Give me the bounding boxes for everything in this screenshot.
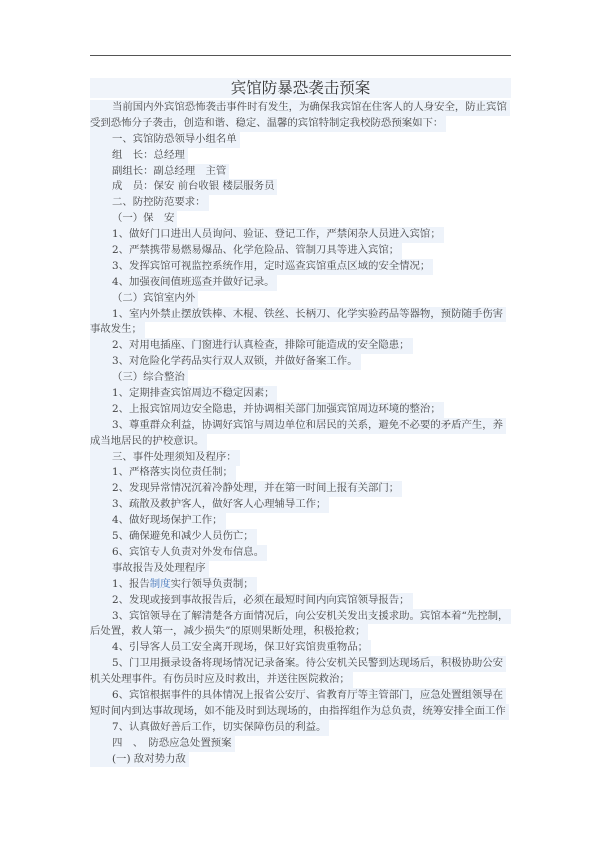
text-line (90, 402, 515, 418)
line-text (90, 465, 236, 481)
text-line (90, 275, 515, 291)
line-text (90, 211, 177, 227)
line-text-segment: 2、上报宾馆周边安全隐患，并协调相关部门加强宾馆周边环境的整治； (112, 402, 441, 415)
line-text (90, 672, 353, 688)
line-text (90, 164, 229, 180)
line-text-segment: 短时间内到达事故现场，如不能及时到达现场的，由指挥组作为总负责，统筹安排全面工作 (90, 704, 506, 717)
line-text-segment: 4、做好现场保护工作； (112, 514, 223, 527)
text-line (90, 370, 515, 386)
line-text-segment: 四 、 防恐应急处置预案 (112, 736, 232, 749)
line-text-segment: 实行领导负责制； (170, 577, 254, 590)
text-line (90, 307, 515, 323)
text-line (90, 195, 515, 211)
line-text (90, 291, 198, 307)
text-line (90, 179, 515, 195)
line-text-segment: （一）保 安 (112, 212, 175, 225)
text-line (90, 418, 515, 434)
top-rule (90, 55, 511, 56)
text-line (90, 227, 515, 243)
line-text (90, 243, 402, 259)
line-text-segment: 2、发现或接到事故报告后，必须在最短时间内向宾馆领导报告； (112, 593, 410, 606)
line-text-segment: 1、报告 (112, 577, 150, 590)
line-text-segment: 一、宾馆防恐领导小组名单 (112, 132, 237, 145)
text-line (90, 434, 515, 450)
line-text-segment: 4、加强夜间值班巡查并做好记录。 (112, 275, 275, 288)
document-title: 宾馆防暴恐袭击预案 (90, 78, 511, 98)
text-line (90, 481, 515, 497)
text-line (90, 609, 515, 625)
text-line (90, 132, 515, 148)
line-text-segment: 1、严格落实岗位责任制； (112, 466, 233, 479)
text-line (90, 513, 515, 529)
line-text-segment: 组 长：总经理 (112, 148, 185, 161)
text-line (90, 688, 515, 704)
line-text-segment: 5、门卫用摄录设备将现场情况记录备案。待公安机关民警到达现场后，积极协助公安 (112, 657, 504, 670)
line-text-segment: 机关处理事件。有伤员时应及时救出，并送往医院救治； (90, 673, 350, 686)
line-text-segment: 1、定期排查宾馆周边不稳定因素； (112, 387, 275, 400)
text-line (90, 577, 515, 593)
line-text-segment: 事故报告及处理程序 (112, 561, 206, 574)
line-text-segment: （二）宾馆室内外 (112, 291, 196, 304)
inline-link[interactable]: 制度 (149, 577, 171, 590)
text-line (90, 736, 515, 752)
text-line (90, 211, 515, 227)
line-text (90, 179, 277, 195)
line-text (90, 354, 361, 370)
line-text (90, 704, 509, 720)
line-text (90, 577, 257, 593)
line-text (90, 609, 511, 625)
line-text (90, 656, 506, 672)
text-line (90, 259, 515, 275)
text-line (90, 386, 515, 402)
text-line (90, 291, 515, 307)
line-text (90, 529, 257, 545)
line-text-segment: 副组长：副总经理 主管 (112, 164, 227, 177)
text-line (90, 354, 515, 370)
line-text (90, 752, 189, 768)
text-line (90, 497, 515, 513)
text-line (90, 545, 515, 561)
line-text (90, 370, 188, 386)
line-text (90, 195, 209, 211)
text-line (90, 720, 515, 736)
text-line (90, 465, 515, 481)
line-text (90, 434, 207, 450)
text-line (90, 640, 515, 656)
line-text-segment: 2、对用电插座、门窗进行认真检查，排除可能造成的安全隐患； (112, 339, 410, 352)
text-line (90, 450, 515, 466)
line-text (90, 259, 433, 275)
line-text (90, 545, 267, 561)
text-line (90, 624, 515, 640)
line-text-segment: 2、发现异常情况沉着冷静处理，并在第一时间上报有关部门； (112, 482, 400, 495)
document-body (90, 100, 515, 767)
line-text (90, 736, 235, 752)
line-text (90, 497, 329, 513)
line-text (90, 640, 371, 656)
line-text (90, 132, 240, 148)
text-line (90, 164, 515, 180)
line-text-segment: 5、确保避免和减少人员伤亡； (112, 530, 254, 543)
text-line (90, 338, 515, 354)
line-text-segment: 6、宾馆根据事件的具体情况上报省公安厅、省教育厅等主管部门，应急处置组领导在 (112, 688, 504, 701)
line-text (90, 561, 209, 577)
line-text (90, 227, 444, 243)
line-text-segment: 6、宾馆专人负责对外发布信息。 (112, 545, 265, 558)
text-line (90, 704, 515, 720)
line-text (90, 593, 413, 609)
text-line (90, 243, 515, 259)
line-text-segment: 4、引导客人员工安全离开现场，保卫好宾馆贵重物品； (112, 641, 368, 654)
line-text-segment: 二、防控防范要求： (112, 196, 206, 209)
line-text (90, 418, 506, 434)
line-text-segment: 3、疏散及救护客人，做好客人心理辅导工作； (112, 498, 327, 511)
line-text-segment: 事故发生； (90, 323, 142, 336)
text-line (90, 148, 515, 164)
line-text (90, 402, 444, 418)
line-text (90, 148, 188, 164)
text-line (90, 529, 515, 545)
line-text-segment: 后处置，救人第一，减少损失”的原则果断处理，积极抢救； (90, 625, 366, 638)
text-line (90, 100, 515, 116)
line-text-segment: 2、严禁携带易燃易爆品、化学危险品、管制刀具等进入宾馆； (112, 244, 400, 257)
line-text-segment: 当前国内外宾馆恐怖袭击事件时有发生，为确保我宾馆在住客人的人身安全，防止宾馆 (112, 101, 507, 113)
text-line (90, 593, 515, 609)
line-text-segment: （三）综合整治 (112, 371, 185, 384)
line-text (90, 688, 506, 704)
line-text-segment: 三、事件处理须知及程序： (112, 450, 237, 463)
line-text-segment: 3、发挥宾馆可视监控系统作用，定时巡查宾馆重点区域的安全情况； (112, 259, 431, 272)
line-text-segment: 成 员：保安 前台收银 楼层服务员 (112, 180, 275, 193)
line-text (90, 481, 402, 497)
line-text (90, 386, 277, 402)
line-text-segment: 1、室内外禁止摆放铁棒、木棍、铁丝、长柄刀、化学实验药品等器物，预防随手伤害 (112, 307, 504, 320)
line-text-segment: 1、做好门口进出人员询问、验证、登记工作，严禁闲杂人员进入宾馆； (112, 228, 441, 241)
line-text (90, 513, 226, 529)
line-text (90, 116, 446, 132)
text-line (90, 752, 515, 768)
text-line (90, 561, 515, 577)
line-text (90, 450, 240, 466)
line-text-segment: 7、认真做好善后工作，切实保障伤员的利益。 (112, 720, 327, 733)
line-text (90, 624, 368, 640)
line-text (90, 100, 510, 116)
text-line (90, 672, 515, 688)
line-text-segment: 成当地居民的护校意识。 (90, 434, 205, 447)
text-line (90, 322, 515, 338)
text-line (90, 656, 515, 672)
line-text (90, 720, 329, 736)
line-text (90, 338, 413, 354)
line-text-segment: 受到恐怖分子袭击，创造和谐、稳定、温馨的宾馆特制定我校防恐预案如下： (90, 116, 444, 129)
line-text (90, 275, 277, 291)
line-text-segment: 3、尊重群众利益，协调好宾馆与周边单位和居民的关系，避免不必要的矛盾产生，养 (112, 418, 504, 431)
line-text-segment: 3、宾馆领导在了解清楚各方面情况后，向公安机关发出支援求助。宾馆本着“先控制， (112, 609, 509, 622)
line-text-segment: 3、对危险化学药品实行双人双锁，并做好备案工作。 (112, 355, 358, 368)
text-line (90, 116, 515, 132)
line-text (90, 307, 506, 323)
line-text-segment: (一) 敌对势力敌 (112, 752, 186, 765)
line-text (90, 322, 145, 338)
